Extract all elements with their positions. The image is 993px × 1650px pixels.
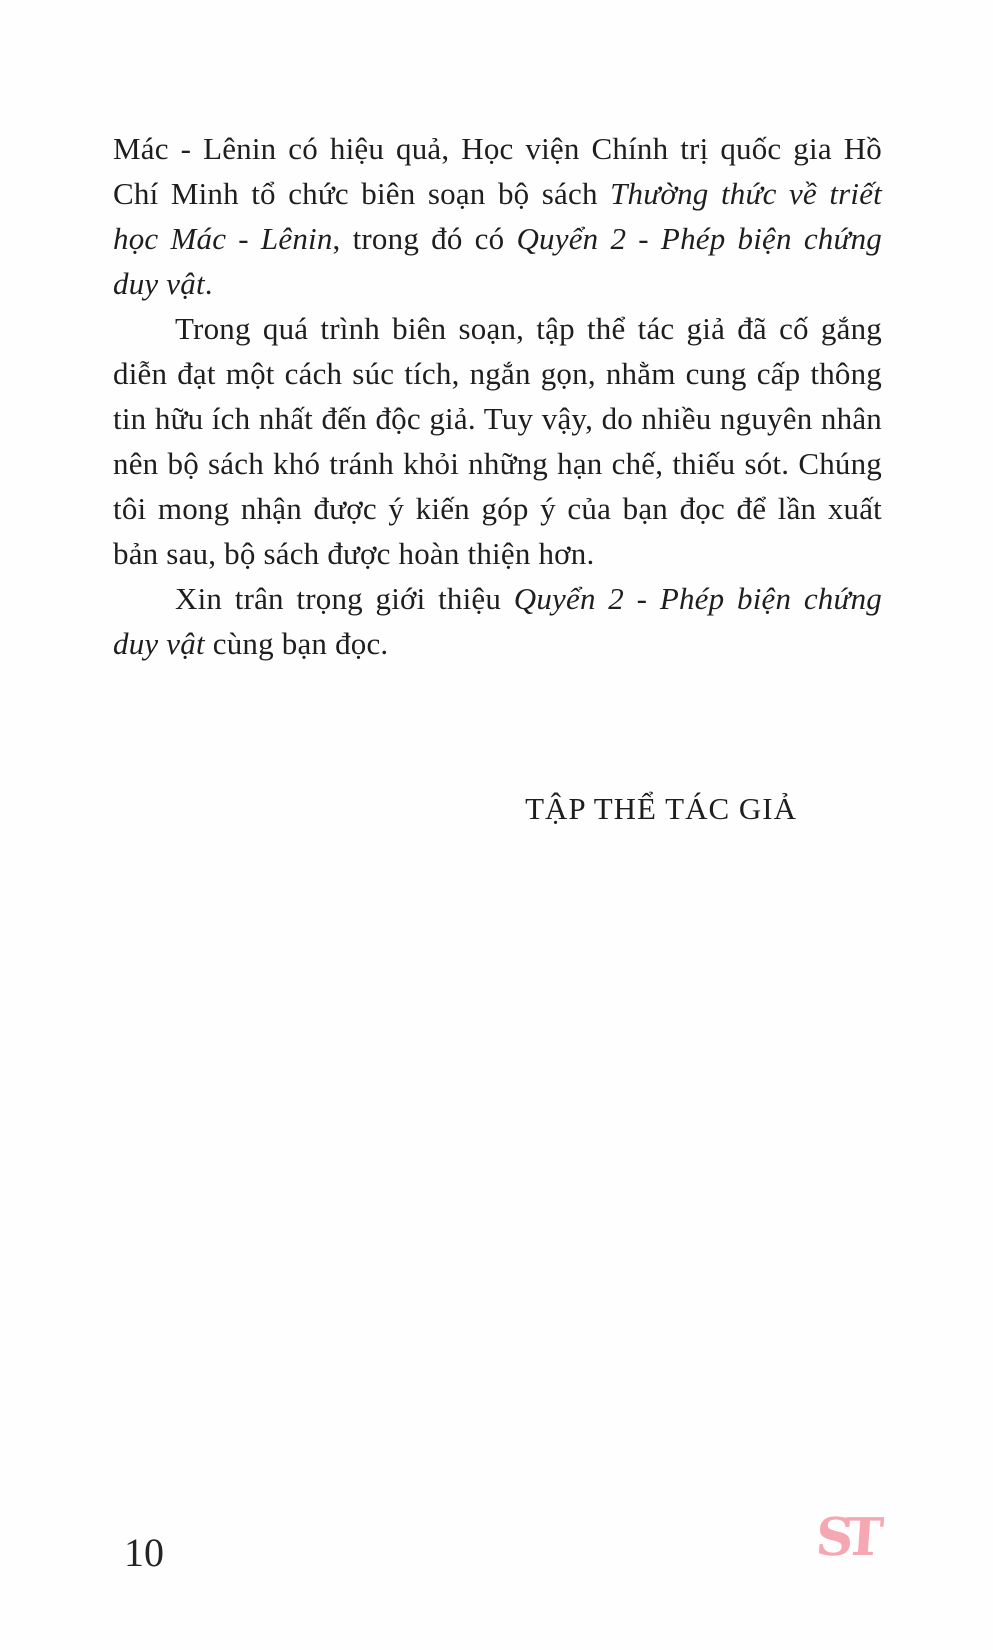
paragraph — [113, 306, 882, 576]
body-text — [113, 126, 882, 666]
text-run: . — [204, 266, 213, 301]
italic-text-run: Quyển 2 - Phép biện chứng duy vật — [113, 581, 882, 661]
italic-text-run: Quyển 2 - Phép biện chứng duy vật — [113, 221, 882, 301]
author-signature: TẬP THỂ TÁC GIẢ — [525, 791, 797, 826]
text-run: Trong quá trình biên soạn, tập thể tác giả đã cố gắng diễn đạt một cách súc tích, ngắn gọn, nhằm cung cấp thông tin hữu ích nhất đến độc giả. Tuy vậy, do nhiều nguyên nhân nên bộ sách khó tránh khỏi những hạn chế, thiếu sót. Chúng tôi mong nhận được ý kiến góp ý của bạn đọc để lần xuất bản sau, bộ sách được hoàn thiện hơn. — [113, 311, 882, 571]
italic-text-run: Thường thức về triết học Mác - Lênin — [113, 176, 882, 256]
text-run: Mác - Lênin có hiệu quả, Học viện Chính trị quốc gia Hồ Chí Minh tổ chức biên soạn bộ sách — [113, 131, 882, 211]
paragraph — [113, 126, 882, 306]
paragraph — [113, 576, 882, 666]
publisher-logo-icon: ST — [813, 1507, 877, 1568]
text-run: cùng bạn đọc. — [204, 626, 389, 661]
page-number: 10 — [124, 1530, 164, 1575]
text-run: Xin trân trọng giới thiệu — [175, 581, 514, 616]
text-run: , trong đó có — [332, 221, 517, 256]
